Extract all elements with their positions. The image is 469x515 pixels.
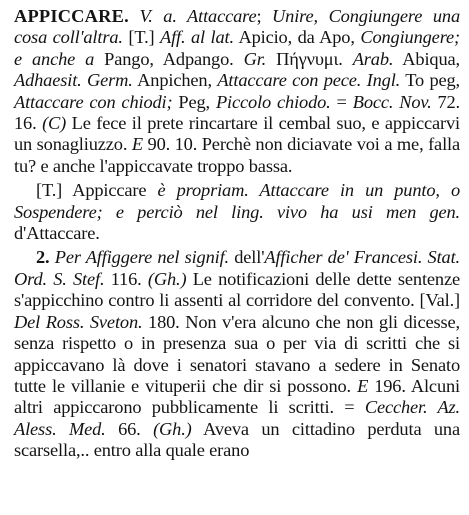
note-text [14, 180, 460, 243]
sense-2-paragraph [14, 247, 460, 461]
italic-run: Adhaesit. Germ. [14, 70, 133, 91]
text-run [129, 6, 140, 26]
text-run: Peg, [172, 91, 216, 112]
entry-headword: APPICCARE. [14, 6, 129, 26]
text-run: Abiqua, [393, 48, 460, 69]
etymology-note-paragraph [14, 180, 460, 244]
sense-number: 2. [36, 247, 50, 268]
text-run: [T.] Appiccare [36, 180, 158, 201]
italic-run: (Gh.) [153, 418, 192, 439]
italic-run: Gr. [243, 48, 267, 69]
italic-run: Del Ross. Sveton. [14, 311, 143, 332]
definition-text [14, 6, 460, 176]
dictionary-entry [14, 6, 460, 462]
text-run: Πήγνυμι. [266, 48, 353, 69]
italic-run: (C) [42, 113, 67, 134]
text-run: 180. Non v'era alcuno che non gli dicesse, senza rispetto o in presenza sua o per via di scritti che si appiccavano là dove i senatori stavano a sedere in Senato tutte le villanie e vituperii che dir si possono. [14, 311, 460, 396]
text-run: 72. 16. [14, 91, 461, 134]
italic-run: Attaccare con pece. Ingl. [217, 70, 401, 91]
text-run: To peg, [400, 70, 460, 91]
text-run: [T.] [122, 27, 161, 48]
italic-run: è propriam. Attaccare in un punto, o Sospendere; e perciò nel ling. vivo ha usi men gen. [14, 180, 460, 222]
italic-run: Bocc. Nov. [352, 91, 432, 112]
text-run: 66. [105, 418, 154, 439]
text-run: Le fece il prete rincartare il cembal suo, e appiccarvi un sonagliuzzo. [14, 113, 460, 155]
italic-run: Aff. al lat. [160, 27, 234, 48]
text-run: dell' [229, 247, 265, 268]
text-run: 196. Alcuni altri appiccarono pubblicamente li scritti. = [14, 375, 460, 418]
italic-run: Arab. [352, 48, 394, 69]
sense-2-text [14, 247, 460, 460]
text-run: Aveva un cittadino perduta una scarsella,.. entro alla quale erano [14, 418, 460, 461]
italic-run: V. a. Attaccare [139, 6, 257, 26]
text-run: = [330, 91, 353, 112]
italic-run: Piccolo chiodo. [215, 91, 331, 112]
italic-run: Afficher de' Francesi. Stat. Ord. S. Stef. [14, 247, 461, 289]
text-run: Apicio, da Apo, [233, 27, 361, 48]
italic-run: Ceccher. Az. Aless. Med. [14, 397, 460, 439]
text-run: Anpichen, [132, 70, 218, 91]
italic-run: Unire, Congiungere una cosa coll'altra. [14, 6, 460, 48]
entry-definition-paragraph [14, 6, 460, 177]
text-run: 90. 10. Perchè non diciavate voi a me, falla tu? e anche l'appiccavate troppo bassa. [14, 134, 460, 176]
italic-run: E [357, 375, 369, 396]
italic-run: Congiungere; e anche a [14, 27, 460, 69]
italic-run: (Gh.) [147, 268, 187, 289]
text-run: d'Attaccare. [14, 223, 100, 244]
italic-run: Attaccare con chiodi; [14, 91, 173, 112]
text-run: Le notificazioni delle dette sentenze s'appicchino contro li assenti al corridore del convento. [Val.] [14, 268, 460, 311]
italic-run: Per Affiggere nel signif. [54, 247, 230, 268]
text-run: ; [256, 6, 273, 26]
text-run: Pango, Adpango. [94, 48, 244, 69]
text-run: 116. [104, 268, 148, 289]
italic-run: E [131, 134, 143, 155]
